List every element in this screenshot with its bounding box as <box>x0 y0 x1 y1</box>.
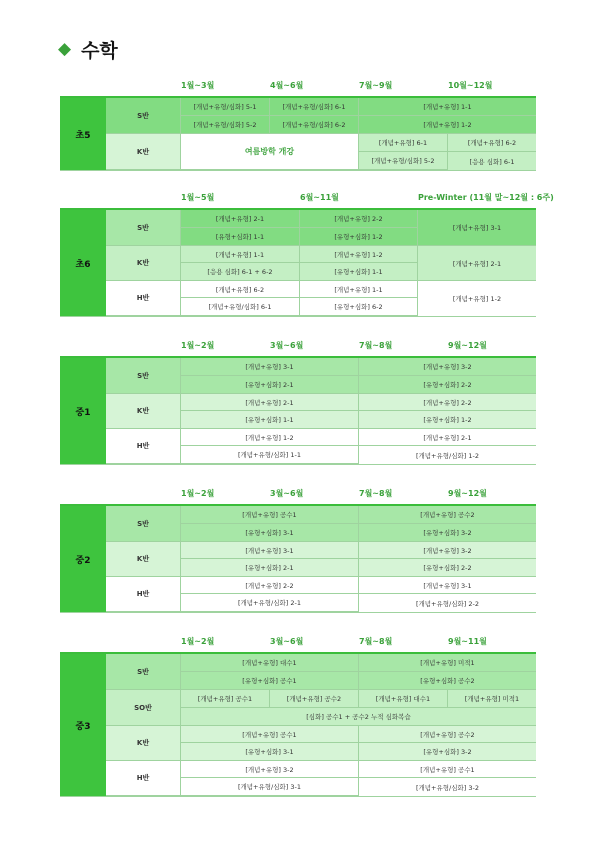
period-label: 1월~2월 <box>181 637 215 646</box>
schedule-table <box>60 504 536 613</box>
level-cell-h: H반 <box>106 577 181 612</box>
page-title <box>58 37 118 61</box>
course-cell: [개념+유형] 공수2 <box>359 506 536 524</box>
period-label: 3월~6월 <box>270 341 304 350</box>
course-cell: [개념+유형] 공수2 <box>270 690 359 708</box>
course-cell: [개념+유형] 2-2 <box>359 394 536 411</box>
course-cell: [유형+심화] 2-1 <box>181 559 359 577</box>
course-cell: [유형+심화] 3-2 <box>359 524 536 542</box>
level-cell-h: H반 <box>106 761 181 796</box>
schedule-section-grade6 <box>60 190 554 317</box>
schedule-table <box>60 356 536 465</box>
period-label: 1월~2월 <box>181 489 215 498</box>
course-cell: [개념+유형] 2-1 <box>181 394 359 411</box>
course-cell: [개념+유형/심화] 5-2 <box>359 152 448 170</box>
level-cell-k: K반 <box>106 246 181 281</box>
course-cell: [개념+유형] 2-1 <box>418 246 536 281</box>
course-cell: [개념+유형] 3-1 <box>181 542 359 559</box>
course-cell: [개념+유형/심화] 6-2 <box>270 116 359 134</box>
period-header <box>60 486 536 504</box>
schedule-table <box>60 652 536 797</box>
course-cell: [개념+유형] 공수1 <box>181 690 270 708</box>
course-cell: [개념+유형] 1-2 <box>300 246 418 263</box>
course-cell: [개념+유형] 1-1 <box>359 98 536 116</box>
course-cell: [유형+심화] 2-2 <box>359 376 536 394</box>
grade-cell: 중1 <box>60 358 106 464</box>
level-cell-s: S반 <box>106 654 181 690</box>
course-cell: [개념+유형] 2-2 <box>181 577 359 594</box>
period-header <box>60 190 554 208</box>
course-cell: [개념+유형/심화] 3-1 <box>181 778 359 796</box>
course-cell: [개념+유형] 1-2 <box>359 116 536 134</box>
level-cell-k: K반 <box>106 394 181 429</box>
schedule-section-middle1 <box>60 338 536 465</box>
period-label: 7월~8월 <box>359 637 393 646</box>
course-cell: [개념+유형/심화] 5-1 <box>181 98 270 116</box>
course-cell: [유형+심화] 2-2 <box>359 559 536 577</box>
period-header <box>60 634 536 652</box>
course-cell: [유형+심화] 공수2 <box>359 672 536 690</box>
course-cell: [개념+유형] 1-1 <box>300 281 418 298</box>
course-cell: [개념+유형] 3-2 <box>359 542 536 559</box>
course-cell: [개념+유형/심화] 1-1 <box>181 446 359 464</box>
course-cell: [응용 심화] 6-1 <box>448 152 536 170</box>
period-label: 9월~12월 <box>448 341 487 350</box>
period-label: 4월~6월 <box>270 81 304 90</box>
period-label: 3월~6월 <box>270 637 304 646</box>
course-cell: [개념+유형] 2-1 <box>181 210 300 228</box>
course-cell: [개념+유형/심화] 3-2 <box>359 778 536 796</box>
course-cell: [개념+유형/심화] 6-1 <box>181 298 300 316</box>
schedule-table <box>60 208 536 317</box>
course-cell: [유형+심화] 3-2 <box>359 743 536 761</box>
level-cell-k: K반 <box>106 726 181 761</box>
course-cell: [유형+심화] 3-1 <box>181 524 359 542</box>
course-cell: [개념+유형] 3-2 <box>359 358 536 376</box>
period-label: 7월~8월 <box>359 489 393 498</box>
course-cell: [개념+유형] 2-1 <box>359 429 536 446</box>
schedule-section-grade5 <box>60 78 536 171</box>
course-cell: [유형+심화] 공수1 <box>181 672 359 690</box>
period-label: 9월~11월 <box>448 637 487 646</box>
course-cell: [개념+유형/심화] 6-1 <box>270 98 359 116</box>
course-cell: [응용 심화] 6-1 + 6-2 <box>181 263 300 281</box>
period-label: 1월~2월 <box>181 341 215 350</box>
course-cell: [유형+심화] 1-1 <box>181 228 300 246</box>
course-cell: [유형+심화] 1-2 <box>300 228 418 246</box>
level-cell-s: S반 <box>106 506 181 542</box>
level-cell-h: H반 <box>106 429 181 464</box>
period-label: Pre-Winter (11월 말~12월 : 6주) <box>418 193 554 202</box>
course-cell: [개념+유형] 3-2 <box>181 761 359 778</box>
page-title-text: 수학 <box>81 39 118 62</box>
period-label: 1월~3월 <box>181 81 215 90</box>
level-cell-h: H반 <box>106 281 181 316</box>
period-label: 7월~8월 <box>359 341 393 350</box>
period-label: 10월~12월 <box>448 81 493 90</box>
level-cell-k: K반 <box>106 134 181 170</box>
grade-cell: 중3 <box>60 654 106 796</box>
grade-cell: 초6 <box>60 210 106 316</box>
period-label: 6월~11월 <box>300 193 339 202</box>
course-cell: [개념+유형/심화] 2-1 <box>181 594 359 612</box>
course-cell: [개념+유형] 미적1 <box>359 654 536 672</box>
level-cell-s: S반 <box>106 210 181 246</box>
course-cell: [개념+유형] 2-2 <box>300 210 418 228</box>
period-header <box>60 78 536 96</box>
schedule-table <box>60 96 536 171</box>
course-cell: [개념+유형] 1-1 <box>181 246 300 263</box>
grade-cell: 중2 <box>60 506 106 612</box>
schedule-section-middle3 <box>60 634 536 797</box>
course-cell: [개념+유형] 6-1 <box>359 134 448 152</box>
course-cell: [개념+유형] 대수1 <box>181 654 359 672</box>
grade-cell: 초5 <box>60 98 106 170</box>
period-label: 9월~12월 <box>448 489 487 498</box>
course-cell: [개념+유형] 1-2 <box>181 429 359 446</box>
diamond-icon: ◆ <box>58 39 72 59</box>
course-cell: [개념+유형] 대수1 <box>359 690 448 708</box>
level-cell-k: K반 <box>106 542 181 577</box>
course-cell: [개념+유형/심화] 2-2 <box>359 594 536 612</box>
course-cell: [개념+유형] 1-2 <box>418 281 536 316</box>
period-label: 3월~6월 <box>270 489 304 498</box>
course-cell: [유형+심화] 1-1 <box>300 263 418 281</box>
period-header <box>60 338 536 356</box>
course-cell: [개념+유형] 미적1 <box>448 690 536 708</box>
course-cell: [심화] 공수1 + 공수2 누적 심화복습 <box>181 708 536 726</box>
course-cell: [유형+심화] 2-1 <box>181 376 359 394</box>
course-cell: [유형+심화] 6-2 <box>300 298 418 316</box>
period-label: 1월~5월 <box>181 193 215 202</box>
course-cell: [개념+유형] 6-2 <box>181 281 300 298</box>
period-label: 7월~9월 <box>359 81 393 90</box>
course-cell: [개념+유형] 공수2 <box>359 726 536 743</box>
schedule-section-middle2 <box>60 486 536 613</box>
course-cell: [유형+심화] 3-1 <box>181 743 359 761</box>
course-cell: [개념+유형] 3-1 <box>359 577 536 594</box>
level-cell-so: SO반 <box>106 690 181 726</box>
course-cell-summer: 여름방학 개강 <box>181 134 359 170</box>
course-cell: [개념+유형/심화] 5-2 <box>181 116 270 134</box>
course-cell: [유형+심화] 1-2 <box>359 411 536 429</box>
course-cell: [개념+유형] 3-1 <box>418 210 536 246</box>
course-cell: [개념+유형] 공수1 <box>181 506 359 524</box>
course-cell: [개념+유형] 3-1 <box>181 358 359 376</box>
course-cell: [개념+유형] 공수1 <box>181 726 359 743</box>
level-cell-s: S반 <box>106 358 181 394</box>
course-cell: [유형+심화] 1-1 <box>181 411 359 429</box>
course-cell: [개념+유형/심화] 1-2 <box>359 446 536 464</box>
course-cell: [개념+유형] 6-2 <box>448 134 536 152</box>
level-cell-s: S반 <box>106 98 181 134</box>
course-cell: [개념+유형] 공수1 <box>359 761 536 778</box>
